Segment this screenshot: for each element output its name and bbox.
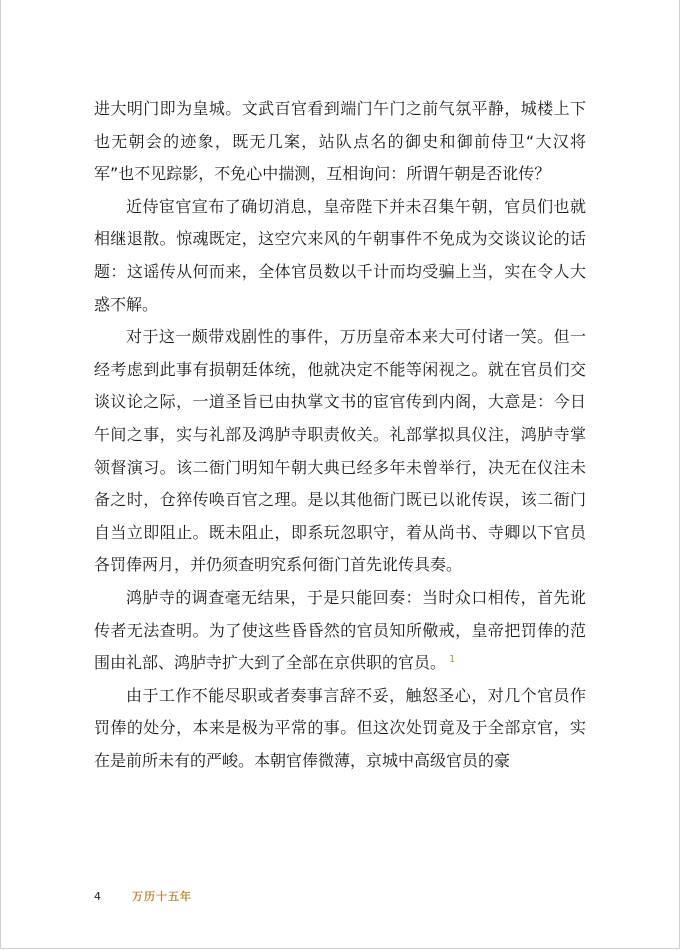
paragraph: 近侍宦官宣布了确切消息，皇帝陛下并未召集午朝，官员们也就相继退散。惊魂既定，这空穴来风的午朝事件不免成为交谈议论的话题：这谣传从何而来，全体官员数以千计而均受骗上当，实在令人大惑不解。 <box>94 196 586 314</box>
running-title: 万历十五年 <box>132 890 192 903</box>
paragraph-with-footnote <box>94 582 586 680</box>
body-text <box>94 93 586 777</box>
footnote-reference[interactable]: 1 <box>449 653 456 665</box>
paragraph: 对于这一颇带戏剧性的事件，万历皇帝本来大可付诸一笑。但一经考虑到此事有损朝廷体统，他就决定不能等闲视之。就在官员们交谈议论之际，一道圣旨已由执掌文书的宦官传到内阁，大意是：今日午间之事，实与礼部及鸿胪寺职责攸关。礼部掌拟具仪注，鸿胪寺掌领督演习。该二衙门明知午朝大典已经多年未曾举行，决无在仪注未备之时，仓猝传唤百官之理。是以其他衙门既已以讹传误，该二衙门自当立即阻止。既未阻止，即系玩忽职守，着从尚书、寺卿以下官员各罚俸两月，并仍须查明究系何衙门首先讹传具奏。 <box>94 327 586 575</box>
page-number: 4 <box>94 889 101 903</box>
page-footer <box>94 888 192 904</box>
paragraph-text: 鸿胪寺的调查毫无结果，于是只能回奏：当时众口相传，首先讹传者无法查明。为了使这些昏昏然的官员知所儆戒，皇帝把罚俸的范围由礼部、鸿胪寺扩大到了全部在京供职的官员。 <box>94 587 586 673</box>
paragraph: 进大明门即为皇城。文武百官看到端门午门之前气氛平静，城楼上下也无朝会的迹象，既无几案，站队点名的御史和御前侍卫“大汉将军”也不见踪影，不免心中揣测，互相询问：所谓午朝是否讹传？ <box>94 99 586 184</box>
paragraph: 由于工作不能尽职或者奏事言辞不妥，触怒圣心，对几个官员作罚俸的处分，本来是极为平常的事。但这次处罚竟及于全部京官，实在是前所未有的严峻。本朝官俸微薄，京城中高级官员的豪 <box>94 685 586 770</box>
